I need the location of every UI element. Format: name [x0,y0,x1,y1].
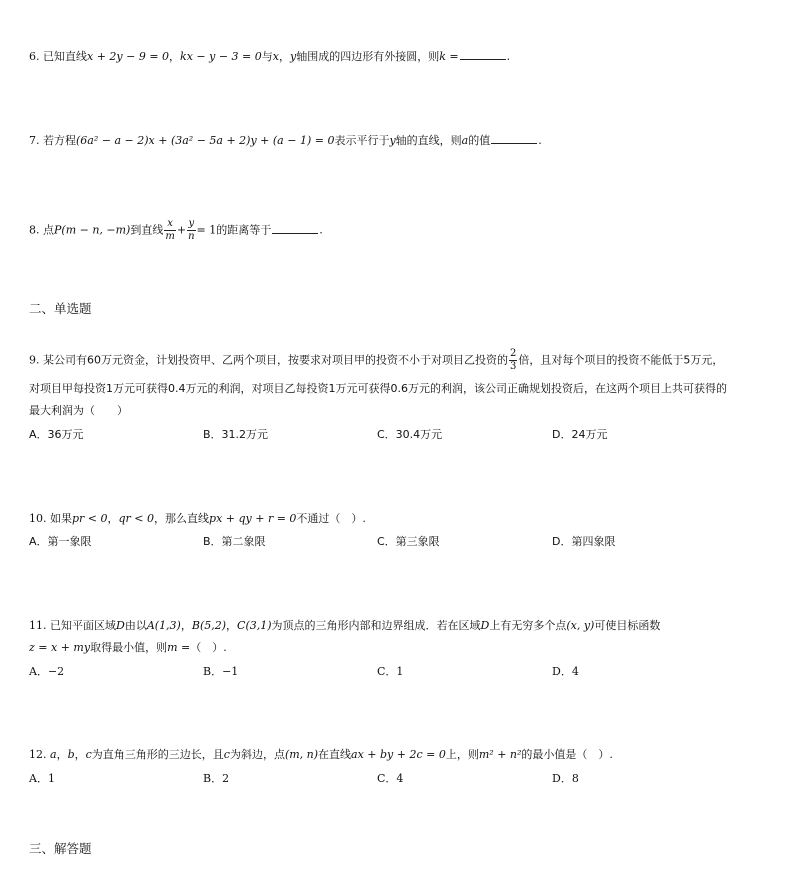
math-expression: kx − y − 3 = 0 [180,50,262,63]
question-text: ， [74,748,86,761]
question-text: 如果 [50,512,72,525]
fraction-denominator: m [165,231,175,242]
question-text: ， [278,50,290,63]
section-heading: 三、解答题 [29,841,92,856]
question-text: 为斜边，点 [229,748,285,761]
math-expression: D [480,619,490,632]
math-expression: y [389,134,396,147]
section-heading: 二、单选题 [29,301,92,316]
fraction-numerator: y [188,218,195,229]
question-number: 11. [29,619,47,632]
question-9 [29,348,723,373]
question-text: 的值 [468,134,491,147]
question-text: ， [180,619,192,632]
math-expression: y [289,50,297,63]
option-a[interactable]: A．−2 [29,665,65,678]
question-text: 在直线 [318,748,352,761]
question-number: 7. [29,134,40,147]
question-text: 为直角三角形的三边长，且 [91,748,224,761]
question-12 [29,747,613,763]
math-expression: x + 2y − 9 = 0 [87,50,170,63]
math-expression: m = [167,641,191,654]
option-a[interactable]: A．第一象限 [29,535,92,548]
question-text: ， [107,512,119,525]
question-text: 表示平行于 [334,134,390,147]
question-text: 轴围成的四边形有外接圆，则 [296,50,440,63]
math-expression: qr < 0 [118,512,155,525]
question-text: 的距离等于 [216,223,272,237]
math-expression: = 1 [196,223,217,237]
question-text: 若方程 [43,134,76,147]
question-text: 取得最小值，则 [90,641,168,654]
question-number: 12. [29,748,47,761]
math-expression: B(5,2) [191,619,227,632]
question-text: ，那么直线 [154,512,210,525]
fraction [509,348,517,373]
fraction [164,218,175,243]
math-expression: (6a² − a − 2)x + (3a² − 5a + 2)y + (a − 1) = 0 [76,134,335,147]
answer-blank[interactable] [491,133,537,144]
math-expression: m² + n² [478,748,522,761]
question-end: . [506,50,511,63]
math-expression: k = [439,50,459,63]
fraction-numerator: x [164,218,175,231]
math-expression: c [85,748,92,761]
math-expression: a [50,748,57,761]
question-text: 已知直线 [43,50,87,63]
fraction-denominator: n [188,231,195,242]
option-b[interactable]: B．31.2万元 [203,428,269,441]
option-d[interactable]: D．第四象限 [552,535,616,548]
question-11-line-2 [29,640,227,656]
question-text: 可使目标函数 [594,619,661,632]
question-end: . [538,134,542,147]
math-expression: z = x + my [29,641,91,654]
question-number: 8. [29,223,40,237]
math-expression: D [116,619,125,632]
math-expression: b [67,748,75,761]
question-number: 6. [29,50,40,63]
question-text: ， [169,50,181,63]
question-text: 不通过（ ）. [296,512,366,525]
math-expression: (m, n) [284,748,319,761]
question-text: 对项目甲每投资1万元可获得0.4万元的利润，对项目乙每投资1万元可获得0.6万元的利润，该公司正确规划投资后，在这两个项目上共可获得的 [29,382,727,395]
option-b[interactable]: B．−1 [203,665,239,678]
fraction-denominator: 3 [510,361,517,372]
option-a[interactable]: A．36万元 [29,428,84,441]
math-operator: + [176,223,187,237]
question-text: 轴的直线，则 [395,134,462,147]
question-text: ， [56,748,68,761]
question-text: ， [226,619,238,632]
option-d[interactable]: D．8 [552,772,579,785]
math-expression: P(m − n, −m) [54,223,131,237]
option-a[interactable]: A．1 [29,772,55,785]
question-number: 9. [29,353,40,367]
question-6 [29,49,510,65]
math-expression: x [272,50,279,63]
question-text: 的最小值是（ ）. [521,748,613,761]
option-d[interactable]: D．4 [552,665,579,678]
question-text: 最大利润为（ ） [29,404,128,417]
question-text: 上有无穷多个点 [489,619,567,632]
question-11 [29,618,660,634]
option-b[interactable]: B．第二象限 [203,535,266,548]
math-expression: pr < 0 [72,512,108,525]
math-expression: px + qy + r = 0 [209,512,297,525]
option-c[interactable]: C．第三象限 [377,535,440,548]
answer-blank[interactable] [272,223,318,234]
math-expression: a [461,134,469,147]
option-c[interactable]: C．1 [377,665,404,678]
question-end: . [319,223,323,237]
question-8 [29,218,323,243]
question-text: 已知平面区域 [50,619,116,632]
answer-blank[interactable] [460,49,506,60]
question-text: 到直线 [130,223,164,237]
math-expression: ax + by + 2c = 0 [351,748,446,761]
option-d[interactable]: D．24万元 [552,428,608,441]
question-text: 为顶点的三角形内部和边界组成．若在区域 [271,619,481,632]
question-text: 点 [43,223,54,237]
question-10 [29,511,366,527]
question-number: 10. [29,512,47,525]
math-expression: c [223,748,230,761]
option-c[interactable]: C．30.4万元 [377,428,443,441]
question-7 [29,133,542,149]
math-expression: A(1,3) [146,619,181,632]
question-text: 某公司有60万元资金，计划投资甲、乙两个项目，按要求对项目甲的投资不小于对项目乙投资的 [43,353,508,367]
question-text: 由以 [124,619,147,632]
question-text: 上，则 [445,748,479,761]
question-text: 与 [261,50,273,63]
fraction [187,218,195,243]
question-text: 倍，且对每个项目的投资不能低于5万元， [518,353,724,367]
question-text: （ ）. [190,641,227,654]
math-expression: (x, y) [566,619,595,632]
option-c[interactable]: C．4 [377,772,404,785]
option-b[interactable]: B．2 [203,772,230,785]
fraction-numerator: 2 [510,348,517,359]
math-expression: C(3,1) [237,619,272,632]
